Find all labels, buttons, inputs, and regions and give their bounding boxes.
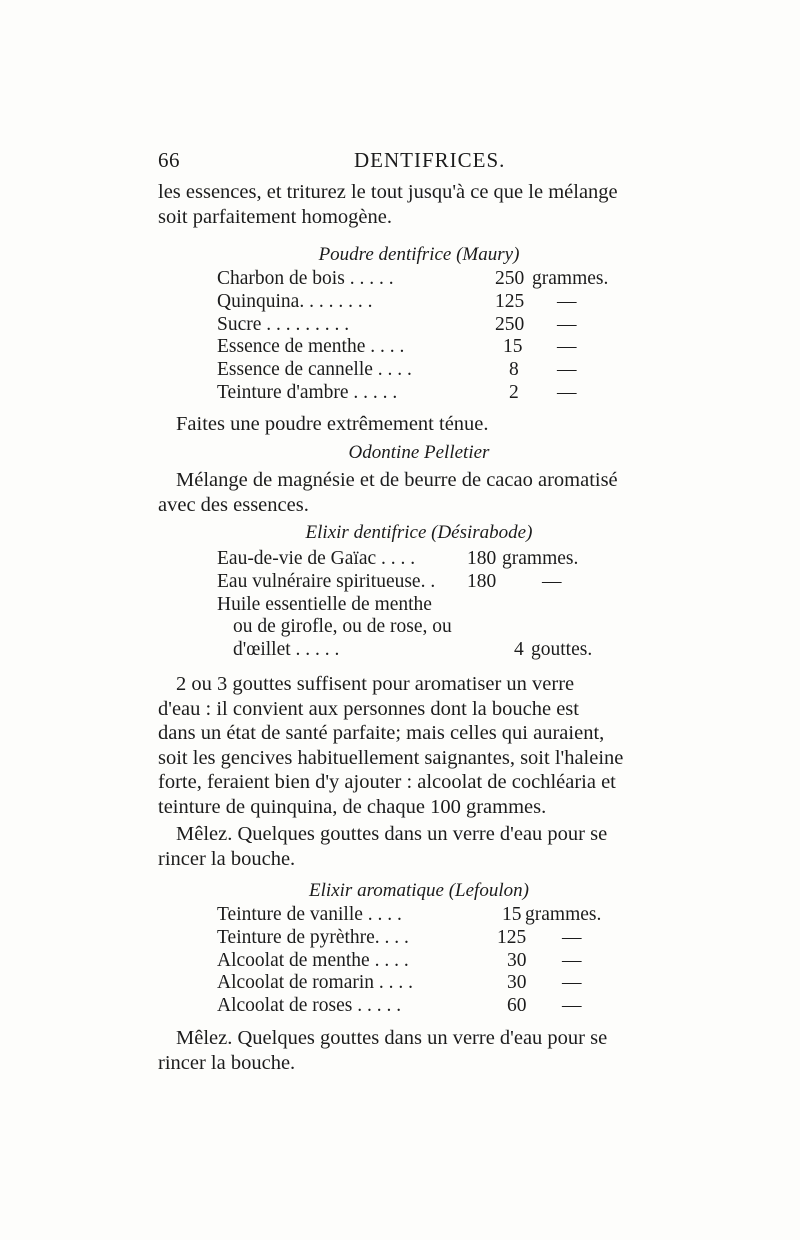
ingredient-row (217, 268, 657, 291)
recipe-table-elixir-dentifrice (217, 548, 657, 662)
recipe-table-poudre (217, 268, 657, 405)
text-line: forte, feraient bien d'y ajouter : alcoolat de cochléaria et (158, 771, 616, 793)
ingredient-row (217, 616, 657, 639)
ingredient-qty: 125 (497, 926, 527, 948)
ingredient-name: Huile essentielle de menthe (217, 593, 432, 615)
ingredient-name: Teinture de pyrèthre. . . . (217, 926, 409, 948)
ingredient-unit: — (557, 336, 577, 358)
ingredient-row (217, 995, 657, 1018)
mix-instruction (158, 822, 680, 871)
ingredient-row (217, 950, 657, 973)
mix-instruction-final (158, 1026, 680, 1075)
ingredient-name: Teinture d'ambre . . . . . (217, 381, 398, 403)
text-line: Mêlez. Quelques gouttes dans un verre d'eau pour se (176, 823, 608, 845)
ingredient-name: Eau-de-vie de Gaïac . . . . (217, 548, 416, 569)
ingredient-unit: — (562, 995, 582, 1017)
ingredient-qty: 250 (495, 268, 525, 289)
ingredient-qty: 125 (495, 290, 525, 312)
text-line: soit les gencives habituellement saignantes, soit l'haleine (158, 746, 624, 769)
ingredient-row (217, 291, 657, 314)
ingredient-unit: — (542, 570, 562, 592)
text-line: Mélange de magnésie et de beurre de cacao aromatisé (176, 469, 618, 491)
ingredient-unit: — (557, 359, 577, 381)
ingredient-name: Quinquina. . . . . . . . (217, 290, 373, 312)
text-line: avec des essences. (158, 493, 309, 516)
text-line: teinture de quinquina, de chaque 100 grammes. (158, 795, 547, 818)
ingredient-unit: — (562, 926, 582, 948)
ingredient-name: d'œillet . . . . . (233, 639, 340, 661)
recipe-title-elixir-dentifrice: Elixir dentifrice (Désirabode) (305, 522, 533, 543)
running-header (158, 148, 680, 180)
ingredient-row (217, 382, 657, 405)
ingredient-row (217, 571, 657, 594)
ingredient-qty: 15 (503, 336, 523, 358)
ingredient-row (217, 972, 657, 995)
ingredient-qty: 2 (509, 381, 519, 403)
text-line: d'eau : il convient aux personnes dont la bouche est (158, 697, 579, 720)
ingredient-unit: — (557, 313, 577, 335)
running-title: DENTIFRICES. (354, 148, 506, 172)
odontine-text (158, 468, 680, 517)
ingredient-qty: 15 (502, 904, 522, 925)
text-line: 2 ou 3 gouttes suffisent pour aromatiser un verre (176, 673, 575, 695)
ingredient-unit: — (557, 381, 577, 403)
recipe-title-odontine: Odontine Pelletier (348, 442, 490, 463)
ingredient-row (217, 904, 657, 927)
ingredient-qty: 250 (495, 313, 525, 335)
ingredient-qty: 30 (507, 972, 527, 994)
ingredient-name: Alcoolat de menthe . . . . (217, 949, 409, 971)
ingredient-qty: 4 (514, 639, 524, 661)
ingredient-row (217, 548, 657, 571)
text-line: rincer la bouche. (158, 1051, 296, 1074)
ingredient-name: Teinture de vanille . . . . (217, 904, 402, 925)
ingredient-unit: — (562, 949, 582, 971)
ingredient-row (217, 314, 657, 337)
ingredient-name: ou de girofle, ou de rose, ou (233, 616, 452, 638)
usage-paragraph (158, 672, 680, 819)
ingredient-row (217, 336, 657, 359)
ingredient-qty: 180 (467, 548, 497, 569)
ingredient-unit: gouttes. (531, 639, 593, 661)
ingredient-name: Essence de cannelle . . . . (217, 359, 412, 381)
ingredient-unit: — (562, 972, 582, 994)
ingredient-name: Charbon de bois . . . . . (217, 268, 394, 289)
text-line: les essences, et triturez le tout jusqu'à ce que le mélange (158, 181, 618, 203)
ingredient-row (217, 359, 657, 382)
instruction-text: Faites une poudre extrêmement ténue. (176, 413, 489, 435)
text-line: rincer la bouche. (158, 847, 296, 870)
ingredient-row (217, 594, 657, 617)
intro-text (158, 180, 680, 229)
ingredient-name: Essence de menthe . . . . (217, 336, 405, 358)
recipe-table-elixir-aromatique (217, 904, 657, 1018)
recipe-title-elixir-aromatique: Elixir aromatique (Lefoulon) (309, 880, 529, 901)
ingredient-unit: grammes. (502, 548, 579, 569)
ingredient-qty: 30 (507, 949, 527, 971)
text-line: dans un état de santé parfaite; mais celles qui auraient, (158, 722, 605, 744)
ingredient-qty: 8 (509, 359, 519, 381)
ingredient-name: Eau vulnéraire spiritueuse. . (217, 570, 436, 592)
ingredient-unit: — (557, 290, 577, 312)
page-number: 66 (158, 148, 180, 172)
recipe-title-poudre: Poudre dentifrice (Maury) (318, 244, 520, 265)
ingredient-row (217, 927, 657, 950)
ingredient-qty: 60 (507, 995, 527, 1017)
ingredient-row (217, 639, 657, 662)
ingredient-unit: grammes. (525, 904, 602, 925)
ingredient-name: Alcoolat de romarin . . . . (217, 972, 414, 994)
ingredient-name: Sucre . . . . . . . . . (217, 313, 350, 335)
ingredient-unit: grammes. (532, 268, 609, 289)
ingredient-qty: 180 (467, 570, 497, 592)
text-line: soit parfaitement homogène. (158, 205, 392, 228)
text-line: Mêlez. Quelques gouttes dans un verre d'eau pour se (176, 1027, 608, 1049)
ingredient-name: Alcoolat de roses . . . . . (217, 995, 402, 1017)
